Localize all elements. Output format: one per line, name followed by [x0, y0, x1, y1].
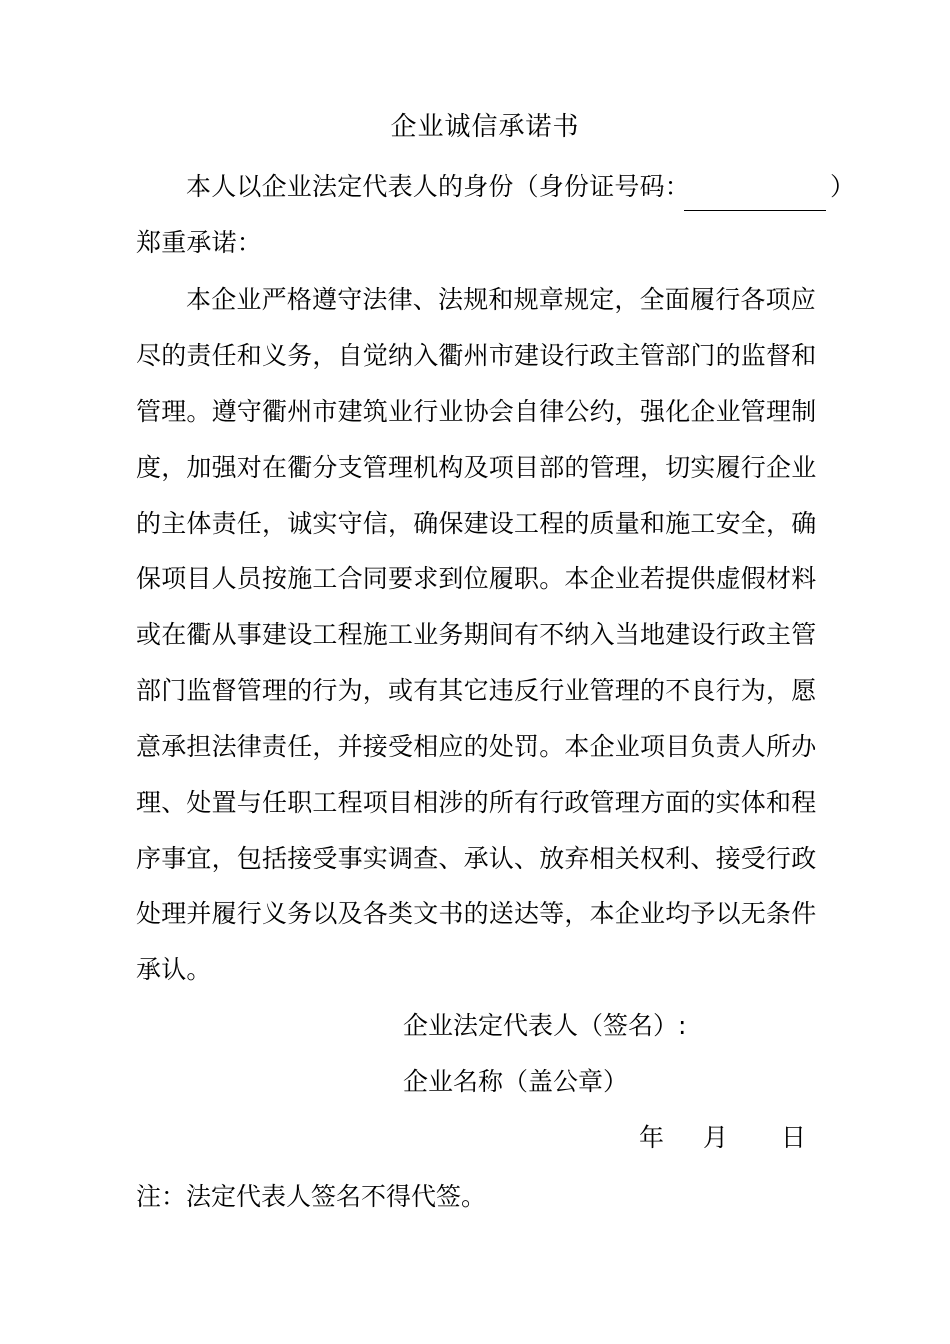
body-line: 承认。: [136, 955, 212, 984]
body-line: 或在衢从事建设工程施工业务期间有不纳入当地建设行政主管: [136, 620, 817, 649]
body-line: 部门监督管理的行为，或有其它违反行业管理的不良行为，愿: [136, 676, 817, 705]
body-line: 序事宜，包括接受事实调查、承认、放弃相关权利、接受行政: [136, 844, 817, 873]
intro-line-1-close: ）: [830, 172, 856, 201]
signature-company-label: 企业名称（盖公章）: [403, 1067, 629, 1096]
body-line: 的主体责任，诚实守信，确保建设工程的质量和施工安全，确: [136, 509, 817, 538]
date-year-label: 年: [639, 1123, 665, 1152]
signature-representative-label: 企业法定代表人（签名）:: [403, 1011, 687, 1040]
body-line: 处理并履行义务以及各类文书的送达等，本企业均予以无条件: [136, 899, 817, 928]
date-day-label: 日: [781, 1123, 807, 1152]
body-line: 本企业严格遵守法律、法规和规章规定，全面履行各项应: [186, 285, 817, 314]
date-month-label: 月: [703, 1123, 729, 1152]
body-line: 保项目人员按施工合同要求到位履职。本企业若提供虚假材料: [136, 564, 817, 593]
footnote: 注：法定代表人签名不得代签。: [136, 1182, 487, 1211]
body-line: 意承担法律责任，并接受相应的处罚。本企业项目负责人所办: [136, 732, 817, 761]
id-number-blank: [684, 210, 826, 211]
body-line: 度，加强对在衢分支管理机构及项目部的管理，切实履行企业: [136, 453, 817, 482]
body-line: 管理。遵守衢州市建筑业行业协会自律公约，强化企业管理制: [136, 397, 817, 426]
document-title: 企业诚信承诺书: [390, 112, 580, 142]
body-line: 理、处置与任职工程项目相涉的所有行政管理方面的实体和程: [136, 788, 817, 817]
intro-line-2: 郑重承诺：: [136, 228, 263, 257]
intro-line-1: 本人以企业法定代表人的身份（身份证号码：: [186, 172, 691, 201]
body-line: 尽的责任和义务，自觉纳入衢州市建设行政主管部门的监督和: [136, 341, 817, 370]
